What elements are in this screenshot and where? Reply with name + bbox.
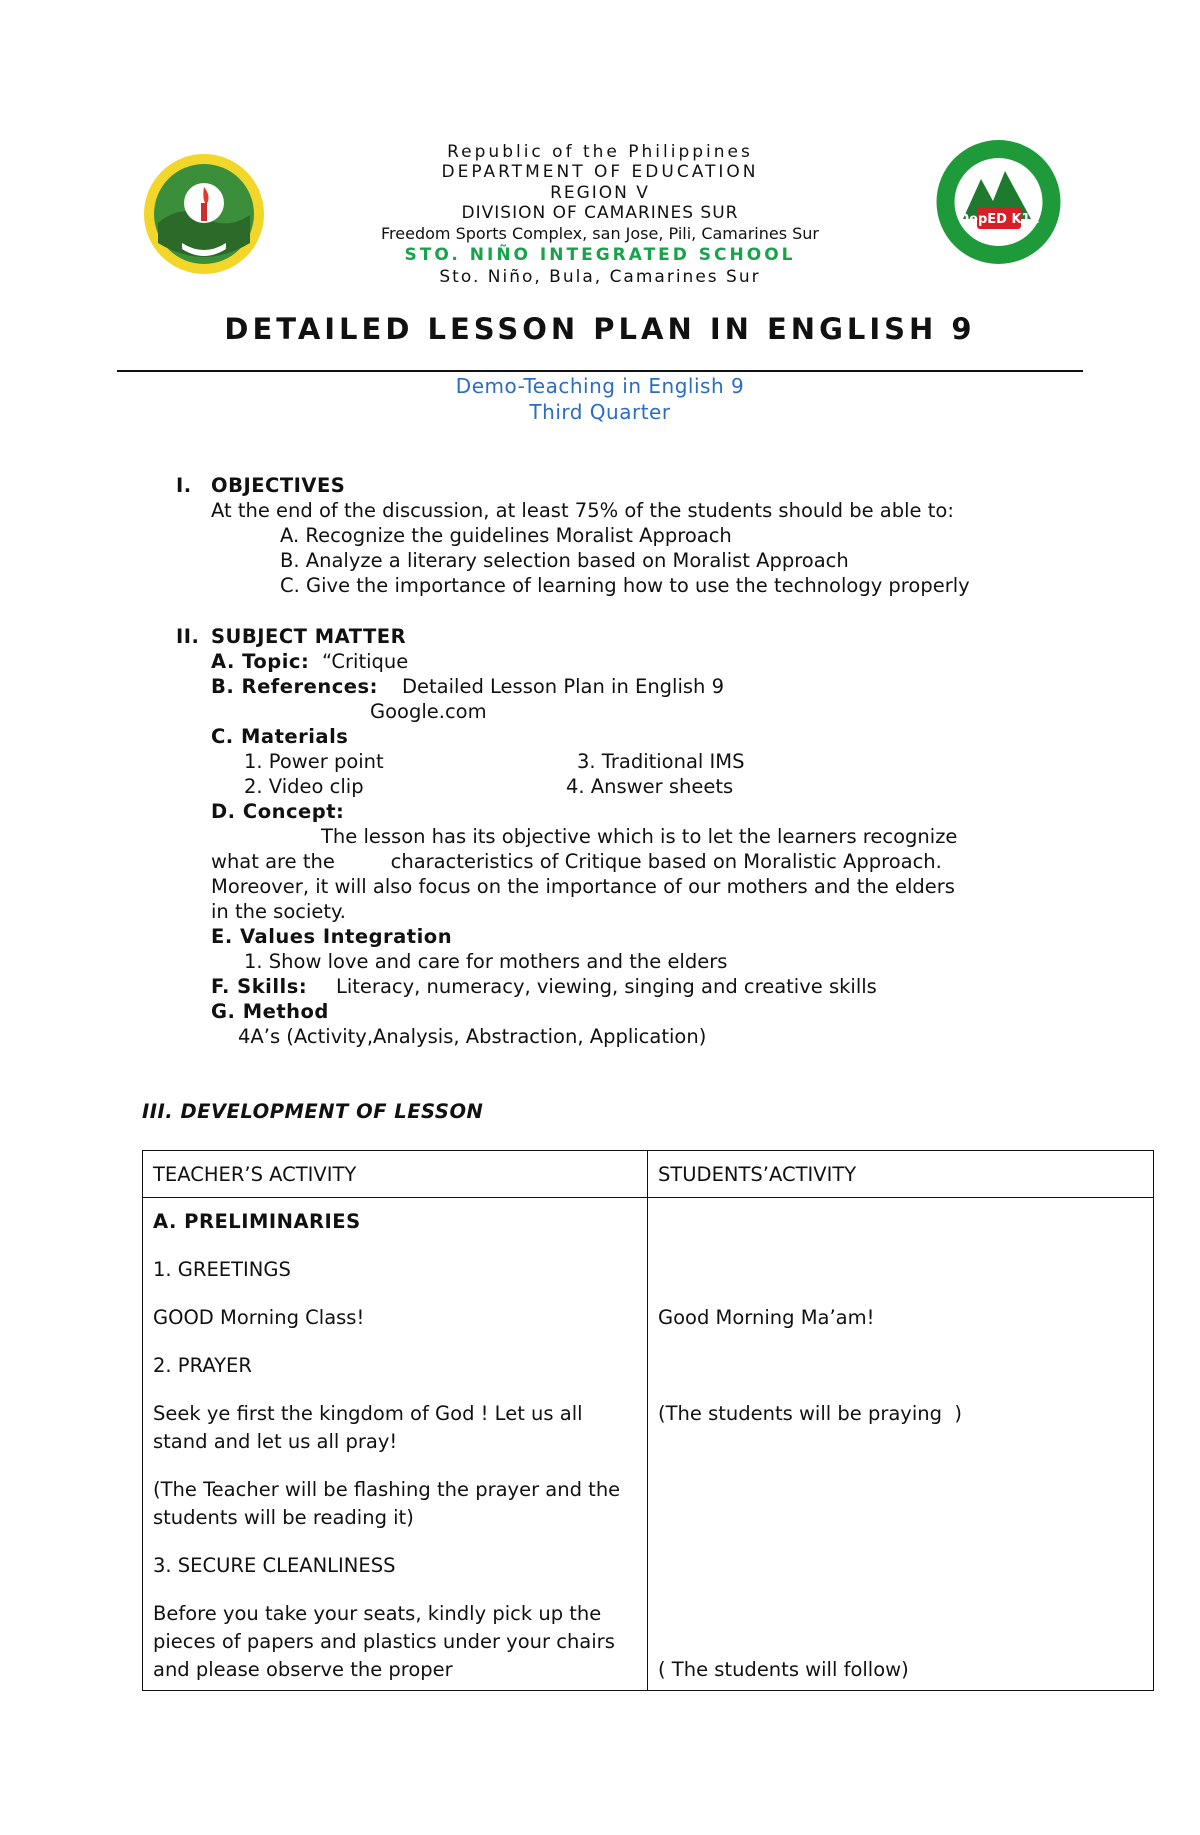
references-label: B. References: bbox=[211, 675, 378, 698]
material-item: 4. Answer sheets bbox=[566, 775, 734, 798]
teacher-cleanliness-instruction: Before you take your seats, kindly pick up the pieces of papers and plastics under your chairs and please observe the proper bbox=[153, 1602, 615, 1681]
students-activity-cell bbox=[648, 1198, 1154, 1691]
activity-table bbox=[142, 1150, 1154, 1691]
objective-item: A. Recognize the guidelines Moralist Approach bbox=[280, 524, 732, 547]
subject-matter-number: II. bbox=[176, 625, 200, 648]
subtitle-quarter: Third Quarter bbox=[529, 400, 671, 424]
skills-label: F. Skills: bbox=[211, 975, 308, 998]
header-address-line: Freedom Sports Complex, san Jose, Pili, Camarines Sur bbox=[381, 224, 819, 243]
cleanliness-heading: 3. SECURE CLEANLINESS bbox=[153, 1554, 396, 1577]
method-value: 4A’s (Activity,Analysis, Abstraction, Application) bbox=[238, 1025, 707, 1048]
page-title: DETAILED LESSON PLAN IN ENGLISH 9 bbox=[224, 312, 976, 346]
objective-item: C. Give the importance of learning how to use the technology properly bbox=[280, 574, 970, 597]
teacher-activity-cell bbox=[143, 1198, 648, 1691]
materials-label: C. Materials bbox=[211, 725, 349, 748]
teacher-greeting: GOOD Morning Class! bbox=[153, 1306, 365, 1329]
students-praying: (The students will be praying ) bbox=[658, 1402, 962, 1425]
teacher-activity-header: TEACHER’S ACTIVITY bbox=[143, 1151, 648, 1198]
teacher-prayer-note: (The Teacher will be flashing the prayer and the students will be reading it) bbox=[153, 1478, 621, 1529]
students-activity-header: STUDENTS’ACTIVITY bbox=[648, 1151, 1154, 1198]
header-division: DIVISION OF CAMARINES SUR bbox=[461, 203, 739, 223]
topic-label: A. Topic: bbox=[211, 650, 310, 673]
values-label: E. Values Integration bbox=[211, 925, 453, 948]
header-school-address: Sto. Niño, Bula, Camarines Sur bbox=[439, 267, 761, 287]
k12-badge: DepED K12 bbox=[958, 212, 1040, 227]
header-region: REGION V bbox=[550, 183, 650, 203]
material-item: 2. Video clip bbox=[244, 775, 364, 798]
concept-line: in the society. bbox=[211, 900, 347, 923]
greetings-heading: 1. GREETINGS bbox=[153, 1258, 291, 1281]
values-item: 1. Show love and care for mothers and the elders bbox=[244, 950, 728, 973]
references-value: Detailed Lesson Plan in English 9 bbox=[402, 675, 725, 698]
header-school-name: STO. NIÑO INTEGRATED SCHOOL bbox=[404, 245, 796, 265]
method-label: G. Method bbox=[211, 1000, 329, 1023]
subtitle-demo: Demo-Teaching in English 9 bbox=[455, 374, 745, 398]
skills-value: Literacy, numeracy, viewing, singing and creative skills bbox=[336, 975, 877, 998]
prayer-heading: 2. PRAYER bbox=[153, 1354, 252, 1377]
concept-line: what are the characteristics of Critique based on Moralistic Approach. bbox=[211, 850, 942, 873]
preliminaries-heading: A. PRELIMINARIES bbox=[153, 1210, 361, 1233]
header-republic: Republic of the Philippines bbox=[447, 142, 753, 162]
topic-value: “Critique bbox=[322, 650, 409, 673]
objectives-heading: OBJECTIVES bbox=[211, 474, 346, 497]
table-header-row bbox=[143, 1151, 1154, 1198]
students-follow: ( The students will follow) bbox=[658, 1658, 909, 1681]
subject-matter-heading: SUBJECT MATTER bbox=[211, 625, 407, 648]
concept-label: D. Concept: bbox=[211, 800, 345, 823]
teacher-prayer-invite: Seek ye first the kingdom of God ! Let us all stand and let us all pray! bbox=[153, 1402, 583, 1453]
table-row bbox=[143, 1198, 1154, 1691]
objectives-intro: At the end of the discussion, at least 75% of the students should be able to: bbox=[211, 499, 954, 522]
references-value: Google.com bbox=[370, 700, 487, 723]
concept-line: Moreover, it will also focus on the importance of our mothers and the elders bbox=[211, 875, 955, 898]
objective-item: B. Analyze a literary selection based on Moralist Approach bbox=[280, 549, 849, 572]
development-heading: III. DEVELOPMENT OF LESSON bbox=[142, 1100, 484, 1123]
objectives-number: I. bbox=[176, 474, 192, 497]
material-item: 3. Traditional IMS bbox=[577, 750, 745, 773]
concept-line: The lesson has its objective which is to let the learners recognize bbox=[321, 825, 958, 848]
material-item: 1. Power point bbox=[244, 750, 384, 773]
title-divider bbox=[117, 370, 1083, 372]
students-greeting: Good Morning Ma’am! bbox=[658, 1306, 875, 1329]
header-department: DEPARTMENT OF EDUCATION bbox=[441, 162, 759, 182]
